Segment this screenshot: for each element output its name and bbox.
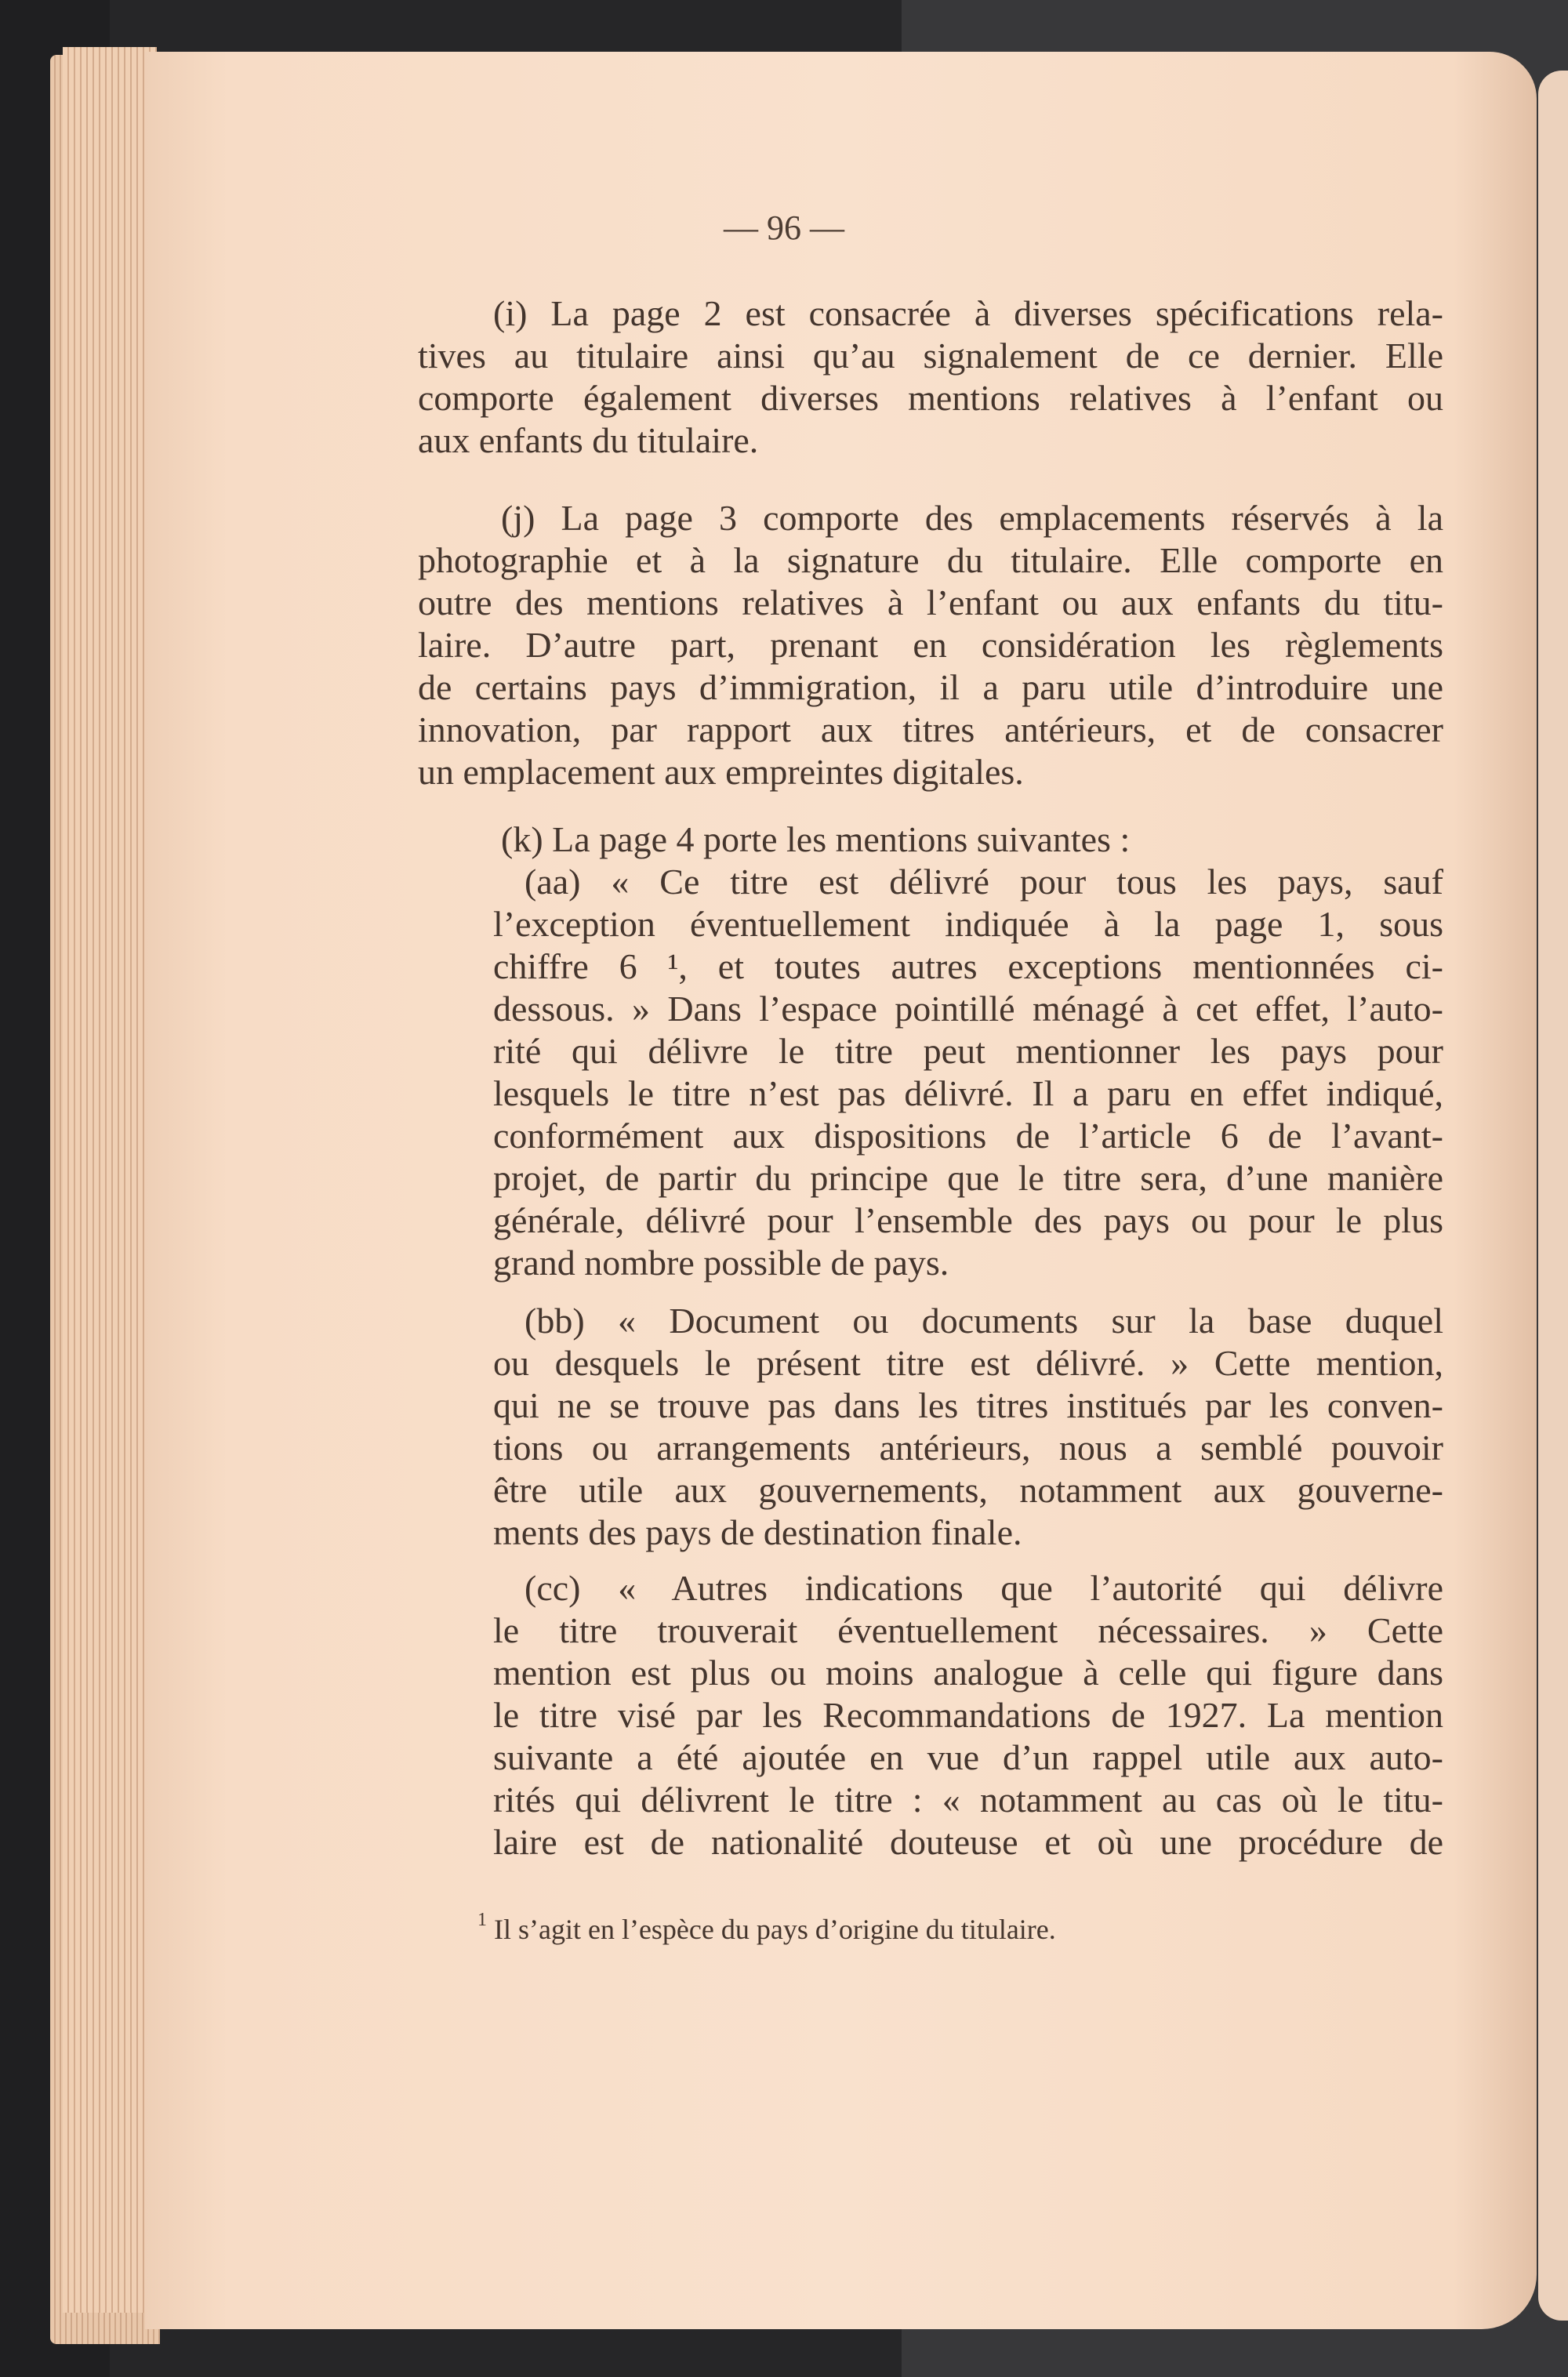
paragraph-i: [418, 292, 1443, 462]
text-line: outre des mentions relatives à l’enfant ou aux enfants du titu-: [418, 582, 1443, 622]
text-line: l’exception éventuellement indiquée à la page 1, sous: [493, 904, 1443, 944]
text-line: grand nombre possible de pays.: [493, 1243, 949, 1283]
text-line: être utile aux gouvernements, notamment aux gouverne-: [493, 1470, 1443, 1510]
text-line: (aa) « Ce titre est délivré pour tous les pays, sauf: [524, 862, 1443, 902]
text-line: rité qui délivre le titre peut mentionner les pays pour: [493, 1031, 1443, 1071]
paragraph-aa: [493, 861, 1443, 1284]
text-line: générale, délivré pour l’ensemble des pays ou pour le plus: [493, 1200, 1443, 1240]
paragraph-j: [418, 497, 1443, 793]
text-line: innovation, par rapport aux titres antérieurs, et de consacrer: [418, 709, 1443, 749]
text-line: un emplacement aux empreintes digitales.: [418, 752, 1024, 792]
text-line: (i) La page 2 est consacrée à diverses spécifications rela-: [493, 293, 1443, 333]
text-line: (cc) « Autres indications que l’autorité qui délivre: [524, 1568, 1443, 1608]
text-line: laire est de nationalité douteuse et où une procédure de: [493, 1822, 1443, 1862]
text-line: lesquels le titre n’est pas délivré. Il a paru en effet indiqué,: [493, 1073, 1443, 1113]
footnote: [477, 1910, 1056, 1946]
text-line: (k) La page 4 porte les mentions suivantes :: [501, 819, 1131, 859]
text-line: suivante a été ajoutée en vue d’un rappel utile aux auto-: [493, 1737, 1443, 1777]
page-number: — 96 —: [724, 209, 844, 247]
text-line: projet, de partir du principe que le titre sera, d’une manière: [493, 1158, 1443, 1198]
text-line: rités qui délivrent le titre : « notamment au cas où le titu-: [493, 1780, 1443, 1820]
text-line: photographie et à la signature du titulaire. Elle comporte en: [418, 540, 1443, 580]
text-line: (bb) « Document ou documents sur la base duquel: [524, 1301, 1443, 1341]
text-line: ments des pays de destination finale.: [493, 1512, 1022, 1552]
page-edges-inner: [63, 47, 157, 2313]
text-line: (j) La page 3 comporte des emplacements réservés à la: [501, 498, 1443, 538]
text-line: laire. D’autre part, prenant en considération les règlements: [418, 625, 1443, 665]
text-line: chiffre 6 ¹, et toutes autres exceptions mentionnées ci-: [493, 946, 1443, 986]
body-text: [418, 292, 1443, 1863]
text-line: ou desquels le présent titre est délivré. » Cette mention,: [493, 1343, 1443, 1383]
text-line: qui ne se trouve pas dans les titres institués par les conven-: [493, 1385, 1443, 1425]
text-line: dessous. » Dans l’espace pointillé ménagé à cet effet, l’auto-: [493, 989, 1443, 1029]
footnote-text: Il s’agit en l’espèce du pays d’origine du titulaire.: [494, 1914, 1056, 1945]
text-line: mention est plus ou moins analogue à celle qui figure dans: [493, 1653, 1443, 1693]
facing-page-edge: [1538, 71, 1568, 2321]
text-line: le titre visé par les Recommandations de 1927. La mention: [493, 1695, 1443, 1735]
paragraph-bb: [493, 1300, 1443, 1554]
text-line: conformément aux dispositions de l’article 6 de l’avant-: [493, 1116, 1443, 1156]
text-line: comporte également diverses mentions relatives à l’enfant ou: [418, 378, 1443, 418]
text-line: aux enfants du titulaire.: [418, 420, 759, 460]
paragraph-cc: [493, 1567, 1443, 1863]
text-line: de certains pays d’immigration, il a paru utile d’introduire une: [418, 667, 1443, 707]
paragraph-k: [418, 818, 1443, 861]
text-line: tions ou arrangements antérieurs, nous a semblé pouvoir: [493, 1428, 1443, 1468]
text-line: tives au titulaire ainsi qu’au signalement de ce dernier. Elle: [418, 336, 1443, 376]
text-line: le titre trouverait éventuellement nécessaires. » Cette: [493, 1610, 1443, 1650]
footnote-mark: 1: [477, 1910, 487, 1930]
